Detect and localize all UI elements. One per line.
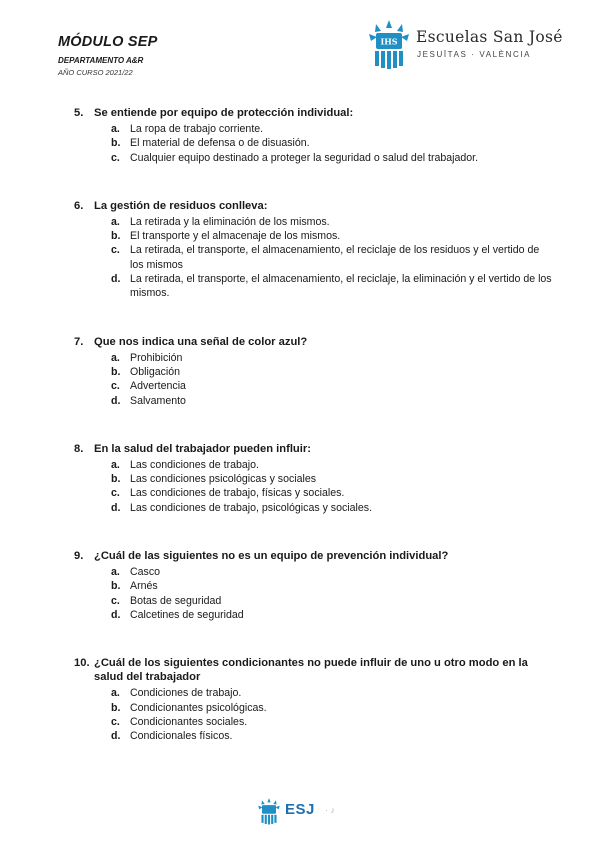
answer-option: [111, 151, 554, 165]
answer-options: [111, 215, 554, 301]
answer-option: [111, 272, 554, 301]
question-text: La gestión de residuos conlleva:: [94, 199, 268, 212]
option-text: La retirada, el transporte, el almacenamiento, el reciclaje de los residuos y el vertido de los mismos: [130, 244, 540, 271]
question-heading: [74, 656, 554, 684]
option-letter: d.: [111, 608, 121, 621]
answer-option: [111, 565, 554, 579]
answer-option: [111, 608, 554, 622]
option-text: Las condiciones de trabajo, físicas y sociales.: [130, 487, 345, 500]
option-text: La ropa de trabajo corriente.: [130, 123, 264, 135]
option-letter: c.: [111, 715, 120, 728]
answer-option: [111, 458, 554, 472]
answer-option: [111, 351, 554, 365]
option-letter: d.: [111, 273, 121, 286]
question-item: [74, 656, 554, 743]
answer-option: [111, 729, 554, 743]
answer-option: [111, 686, 554, 700]
answer-option: [111, 379, 554, 393]
answer-options: [111, 458, 554, 515]
answer-options: [111, 122, 554, 165]
answer-options: [111, 686, 554, 743]
question-heading: [74, 199, 554, 213]
question-item: [74, 199, 554, 301]
option-letter: c.: [111, 487, 120, 500]
option-text: Las condiciones psicológicas y sociales: [130, 473, 317, 486]
option-text: Casco: [130, 566, 161, 579]
answer-options: [111, 565, 554, 622]
option-text: Las condiciones de trabajo.: [130, 458, 259, 471]
question-number: 7.: [74, 335, 84, 348]
question-text: ¿Cuál de las siguientes no es un equipo de prevención individual?: [94, 550, 449, 563]
answer-option: [111, 486, 554, 500]
answer-option: [111, 122, 554, 136]
answer-option: [111, 215, 554, 229]
answer-option: [111, 394, 554, 408]
question-text: Que nos indica una señal de color azul?: [94, 335, 308, 348]
answer-option: [111, 579, 554, 593]
option-letter: a.: [111, 458, 120, 471]
answer-option: [111, 701, 554, 715]
option-letter: c.: [111, 594, 120, 607]
document-header: [58, 34, 157, 77]
question-item: [74, 106, 554, 165]
option-letter: a.: [111, 215, 120, 228]
option-text: Prohibición: [130, 351, 183, 364]
option-letter: c.: [111, 151, 120, 164]
option-text: Condiciones de trabajo.: [130, 687, 242, 700]
question-text: Se entiende por equipo de protección individual:: [94, 107, 354, 119]
answer-options: [111, 351, 554, 408]
footer-extra: · ♪: [325, 805, 335, 815]
question-item: [74, 549, 554, 622]
footer-logo: [256, 797, 346, 827]
option-letter: b.: [111, 365, 121, 378]
module-title: MÓDULO SEP: [58, 34, 158, 50]
option-text: Condicionantes sociales.: [130, 715, 248, 728]
option-text: Cualquier equipo destinado a proteger la seguridad o salud del trabajador.: [130, 151, 479, 164]
question-number: 10.: [74, 657, 90, 670]
school-logo: [366, 18, 563, 74]
question-item: [74, 442, 554, 515]
option-text: La retirada y la eliminación de los mismos.: [130, 215, 330, 228]
question-number: 5.: [74, 107, 84, 119]
option-letter: a.: [111, 351, 120, 364]
option-letter: d.: [111, 501, 121, 514]
option-letter: b.: [111, 137, 121, 150]
school-name: Escuelas San José: [416, 28, 563, 46]
answer-option: [111, 365, 554, 379]
option-text: El transporte y el almacenaje de los mismos.: [130, 230, 341, 243]
answer-option: [111, 501, 554, 515]
option-text: La retirada, el transporte, el almacenamiento, el reciclaje, la eliminación y el vertido de los mismos.: [130, 273, 552, 300]
option-letter: b.: [111, 580, 121, 593]
question-number: 6.: [74, 199, 84, 212]
question-number: 9.: [74, 550, 84, 563]
option-text: Botas de seguridad: [130, 594, 222, 607]
option-text: El material de defensa o de disuasión.: [130, 137, 310, 150]
option-letter: a.: [111, 687, 120, 700]
option-letter: c.: [111, 244, 120, 257]
answer-option: [111, 715, 554, 729]
answer-option: [111, 472, 554, 486]
footer-brand: ESJ: [285, 801, 315, 818]
option-letter: d.: [111, 394, 121, 407]
option-text: Salvamento: [130, 394, 186, 407]
footer-crest-icon: [256, 797, 282, 825]
option-letter: c.: [111, 380, 120, 393]
option-letter: b.: [111, 230, 121, 243]
option-letter: b.: [111, 701, 121, 714]
course-year: AÑO CURSO 2021/22: [58, 68, 133, 77]
question-heading: [74, 442, 554, 456]
option-text: Condicionales físicos.: [130, 730, 233, 743]
option-letter: a.: [111, 566, 120, 579]
option-text: Advertencia: [130, 380, 186, 393]
answer-option: [111, 594, 554, 608]
question-text: ¿Cuál de los siguientes condicionantes no puede influir de uno u otro modo en la salud del trabajador: [94, 657, 528, 684]
question-heading: [74, 335, 554, 349]
question-text: En la salud del trabajador pueden influir:: [94, 442, 311, 455]
answer-option: [111, 229, 554, 243]
option-letter: d.: [111, 730, 121, 743]
question-list: [74, 106, 554, 777]
question-item: [74, 335, 554, 408]
option-letter: b.: [111, 473, 121, 486]
question-number: 8.: [74, 442, 84, 455]
option-text: Obligación: [130, 365, 181, 378]
school-crest-icon: [366, 18, 412, 70]
option-text: Condicionantes psicológicas.: [130, 701, 267, 714]
option-letter: a.: [111, 123, 120, 135]
question-heading: [74, 106, 554, 120]
option-text: Las condiciones de trabajo, psicológicas y sociales.: [130, 501, 373, 514]
svg-text:IHS: IHS: [380, 36, 398, 47]
option-text: Calcetines de seguridad: [130, 608, 244, 621]
answer-option: [111, 136, 554, 150]
answer-option: [111, 243, 554, 272]
school-subtitle: JESUÏTAS · VALÈNCIA: [417, 50, 532, 59]
option-text: Arnés: [130, 580, 158, 593]
department-label: DEPARTAMENTO A&R: [58, 56, 144, 65]
question-heading: [74, 549, 554, 563]
